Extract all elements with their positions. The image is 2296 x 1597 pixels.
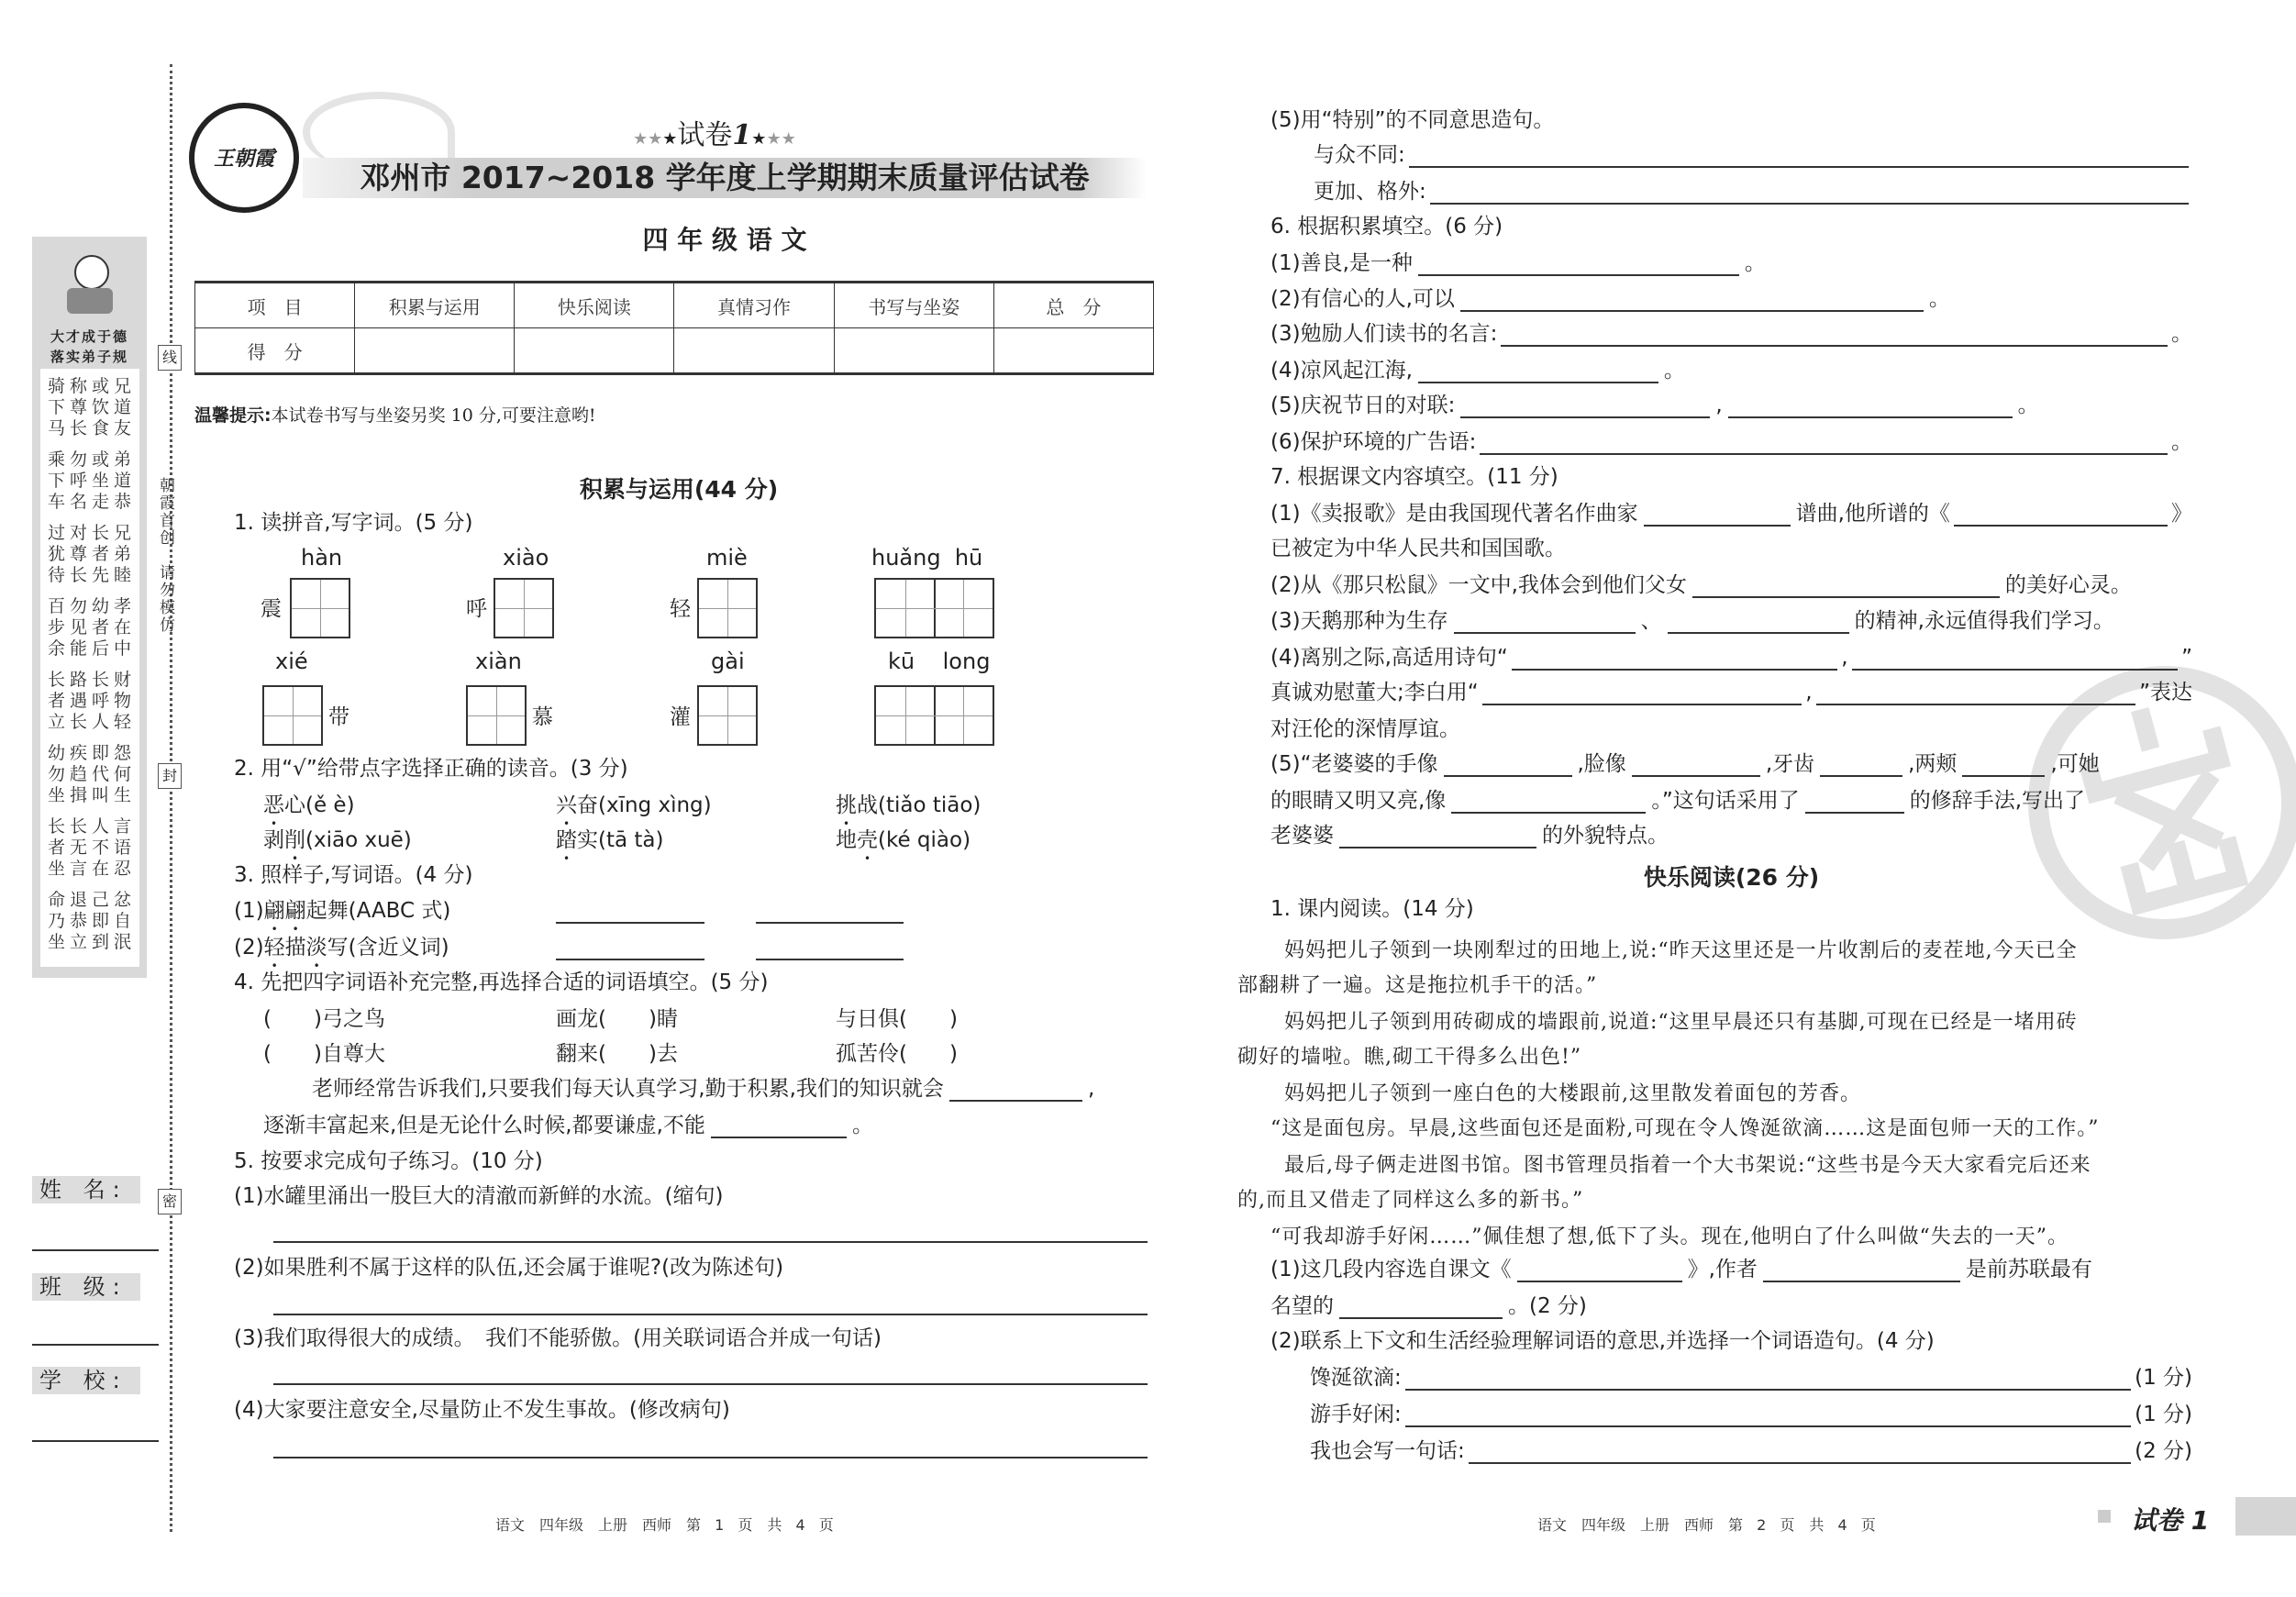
score-table-row [195, 328, 1154, 374]
passage-line: 妈妈把儿子领到一座白色的大楼跟前,这里散发着面包的芳香。 [1284, 1082, 1861, 1105]
idiom-item: 孤苦伶( ) [836, 1042, 958, 1066]
verse-row: 骑称或兄 [48, 376, 137, 396]
idiom-item: ( )自尊大 [263, 1042, 385, 1066]
exam-subtitle: 四 年 级 语 文 [642, 225, 807, 255]
score-cell[interactable] [993, 328, 1153, 374]
punct: 。 [2171, 322, 2192, 346]
question-prompt: 2. 用“√”给带点字选择正确的读音。(3 分) [234, 757, 628, 781]
fill-row [1270, 429, 2192, 455]
verse-row: 百勿幼孝 [48, 596, 137, 616]
tab-decoration-icon [2098, 1510, 2111, 1523]
score-cell[interactable] [674, 328, 834, 374]
class-label: 班 级: [32, 1273, 140, 1301]
answer-blank[interactable] [1728, 396, 2013, 418]
pinyin: huǎng hū [871, 545, 983, 571]
row-label: (6)保护环境的广告语: [1270, 430, 1477, 454]
dotted-char: 削 [284, 828, 305, 852]
sidebar-panel [32, 237, 147, 978]
row-label: (2)有信心的人,可以 [1270, 287, 1455, 311]
item-number: (2) [234, 936, 264, 959]
answer-blank[interactable] [1668, 612, 1849, 634]
choice-text: 实(tā tà) [577, 828, 664, 852]
choice-text: (ké qiào) [878, 828, 971, 852]
table-cell: 积累与运用 [355, 283, 515, 328]
passage-line: 妈妈把儿子领到用砖砌成的墙跟前,说道:“这里早晨还只有基脚,可现在已经是一堵用砖 [1284, 1011, 2078, 1034]
choice-text: 剥 [263, 828, 284, 852]
row-text: 》 [2171, 502, 2192, 526]
answer-blank[interactable] [556, 959, 704, 960]
answer-blank[interactable] [1644, 505, 1791, 527]
fill-row [1270, 680, 2192, 705]
answer-line[interactable] [273, 1314, 1148, 1315]
verse-group [48, 376, 139, 439]
choice-item [556, 793, 712, 830]
row-text: (2)从《那只松鼠》一文中,我体会到他们父女 [1270, 573, 1687, 597]
row-text: 真诚劝慰董大;李白用“ [1270, 681, 1479, 704]
answer-blank[interactable] [756, 959, 904, 960]
star-icon: ★ [751, 129, 767, 149]
sub-item: (2)联系上下文和生活经验理解词语的意思,并选择一个词语造句。(4 分) [1270, 1329, 1935, 1353]
name-label: 姓 名: [32, 1176, 140, 1203]
verse-row: 者无不语 [48, 837, 137, 858]
sub-item: (5)用“特别”的不同意思造句。 [1270, 108, 1555, 132]
answer-blank[interactable] [949, 1080, 1082, 1102]
answer-blank[interactable] [1482, 683, 1802, 705]
pinyin: gài [711, 649, 745, 674]
answer-blank[interactable] [1460, 290, 1924, 312]
answer-blank[interactable] [1962, 755, 2045, 777]
fill-row [1270, 788, 2085, 814]
answer-blank[interactable] [1339, 826, 1536, 848]
verse-row: 步见者在 [48, 617, 137, 638]
row-label: 更加、格外: [1314, 180, 1426, 204]
answer-blank[interactable] [711, 1116, 847, 1138]
row-text: ,牙齿 [1765, 752, 1815, 776]
answer-blank[interactable] [1460, 396, 1710, 418]
dotted-char: 挑 [836, 793, 857, 817]
answer-blank[interactable] [1418, 254, 1739, 276]
row-text: 的精神,永远值得我们学习。 [1854, 609, 2114, 633]
answer-blank[interactable] [1469, 1442, 2131, 1464]
choice-text: 地 [836, 828, 857, 852]
fill-row [1270, 250, 1766, 276]
answer-blank[interactable] [1954, 505, 2168, 527]
answer-blank[interactable] [1512, 649, 1837, 671]
page-footer: 语文 四年级 上册 西师 第 2 页 共 4 页 [1537, 1516, 1876, 1534]
answer-line[interactable] [273, 1241, 1148, 1243]
verse-row: 幼疾即怨 [48, 743, 137, 763]
series-label: 试卷 [677, 119, 733, 151]
question-prompt: 7. 根据课文内容填空。(11 分) [1270, 465, 1558, 489]
score-note: (2 分) [2135, 1439, 2192, 1463]
item-text: 起舞(AABC 式) [305, 899, 451, 923]
verse-row: 下呼坐道 [48, 471, 137, 491]
pinyin: miè [706, 545, 748, 571]
row-text: (1)《卖报歌》是由我国现代著名作曲家 [1270, 502, 1638, 526]
fill-row [1270, 608, 2114, 634]
punct: 。 [2017, 394, 2039, 417]
idiom-item: ( )弓之鸟 [263, 1007, 385, 1031]
score-cell[interactable] [355, 328, 515, 374]
sentence-text: , [1087, 1077, 1095, 1101]
dotted-char: 轻 [263, 936, 285, 959]
sentence-text: 老师经常告诉我们,只要我们每天认真学习,勤于积累,我们的知识就会 [312, 1077, 944, 1101]
answer-blank[interactable] [1405, 1369, 2131, 1391]
pinyin: hàn [301, 545, 343, 571]
given-char: 带 [328, 705, 349, 729]
dotted-char: 兴 [556, 793, 577, 817]
verse-group [48, 890, 139, 953]
row-label: (5)庆祝节日的对联: [1270, 394, 1456, 417]
exam-title: 邓州市 2017~2018 学年度上学期期末质量评估试卷 [360, 160, 1090, 195]
passage-line: 部翻耕了一遍。这是拖拉机手干的活。” [1237, 974, 1598, 997]
fill-sentence [312, 1076, 1094, 1102]
answer-blank[interactable] [1852, 649, 2178, 671]
given-char: 震 [261, 597, 282, 621]
passage-line: “可我却游手好闲……”佩佳想了想,低下了头。现在,他明白了什么叫做“失去的一天”。 [1270, 1225, 2069, 1248]
row-text: , [1805, 681, 1813, 704]
item-text: (含近义词) [348, 936, 449, 959]
fill-row [1314, 179, 2192, 205]
verse-row: 下尊饮道 [48, 397, 137, 417]
verse-row: 坐揖叫生 [48, 785, 137, 805]
verse-group [48, 523, 139, 586]
idiom-item: 画龙( )睛 [556, 1007, 678, 1031]
given-char: 轻 [670, 597, 691, 621]
verse-group [48, 816, 139, 880]
row-label: 游手好闲: [1310, 1403, 1402, 1426]
punct: 。 [2171, 430, 2192, 454]
fill-row [1310, 1438, 2192, 1464]
choice-item [263, 827, 412, 865]
verse-row: 长长人言 [48, 816, 137, 837]
copyright-notice: 朝霞首创 请勿模仿 [156, 477, 174, 634]
choice-text: 奋(xīng xìng) [577, 793, 712, 817]
paper-tab [2094, 1497, 2296, 1536]
table-cell: 总 分 [993, 283, 1153, 328]
verse-row: 待长先睦 [48, 565, 137, 585]
row-text: 。(2 分) [1508, 1294, 1587, 1318]
choice-item [263, 793, 355, 830]
school-label: 学 校: [32, 1367, 140, 1394]
row-text: 》,作者 [1687, 1258, 1758, 1281]
star-icon: ★★ [766, 129, 796, 149]
verse-row: 车名走恭 [48, 492, 137, 512]
passage-line: 最后,母子俩走进图书馆。图书管理员指着一个大书架说:“这些书是今天大家看完后还来 [1284, 1154, 2091, 1177]
verse-box [40, 369, 139, 967]
writing-box[interactable] [697, 685, 758, 746]
score-cell[interactable] [515, 328, 674, 374]
fill-row [1270, 286, 1950, 312]
punct: 。 [1928, 287, 1950, 311]
verse-row: 坐立到泯 [48, 932, 137, 952]
verse-row: 余能后中 [48, 638, 137, 659]
pinyin: xiào [503, 545, 549, 571]
score-table [194, 281, 1154, 375]
given-char: 灌 [670, 705, 691, 729]
verse-row: 立长人轻 [48, 712, 137, 732]
row-text: , [1841, 646, 1848, 670]
question-prompt: 3. 照样子,写词语。(4 分) [234, 863, 473, 887]
writing-box[interactable] [262, 685, 323, 746]
choice-text: (xiāo xuē) [305, 828, 412, 852]
fill-row [1270, 1257, 2092, 1282]
verse-row: 者遇呼物 [48, 691, 137, 711]
verse-row: 乘勿或弟 [48, 449, 137, 470]
question-prompt: 6. 根据积累填空。(6 分) [1270, 215, 1503, 238]
row-text: (4)离别之际,高适用诗句“ [1270, 646, 1508, 670]
fill-row [1270, 501, 2192, 527]
row-text: (3)天鹅那种为生存 [1270, 609, 1448, 633]
choice-text: 心(ě è) [284, 793, 355, 817]
table-cell: 真情习作 [674, 283, 834, 328]
page-footer: 语文 四年级 上册 西师 第 1 页 共 4 页 [495, 1516, 834, 1534]
paper-series [633, 112, 796, 152]
fill-row [1310, 1402, 2192, 1427]
motto-line: 大才成于德 [50, 328, 128, 345]
writing-box[interactable] [290, 578, 350, 638]
star-icon: ★★ [633, 129, 663, 149]
fill-row [1314, 142, 2192, 168]
verse-row: 马长食友 [48, 418, 137, 438]
star-icon: ★ [662, 129, 678, 149]
verse-row: 长路长财 [48, 670, 137, 690]
section-title: 积累与运用(44 分) [579, 476, 779, 503]
dotted-char: 翩翩 [263, 899, 306, 923]
row-label: 我也会写一句话: [1310, 1439, 1465, 1463]
answer-blank[interactable] [1820, 755, 1902, 777]
row-text: (5)“老婆婆的手像 [1270, 752, 1438, 776]
school-field[interactable] [32, 1440, 159, 1442]
tip [194, 402, 596, 427]
pinyin: xiàn [475, 649, 522, 674]
answer-blank[interactable] [1454, 612, 1636, 634]
answer-blank[interactable] [1451, 792, 1646, 814]
row-text: 名望的 [1270, 1294, 1334, 1318]
row-label: (1)善良,是一种 [1270, 251, 1413, 275]
class-field[interactable] [32, 1344, 159, 1346]
idiom-item: 与日俱( ) [836, 1007, 958, 1031]
row-text: ,两颊 [1908, 752, 1958, 776]
fold-mark-feng: 封 [158, 763, 182, 789]
idiom-item: 翻来( )去 [556, 1042, 678, 1066]
score-table-header [195, 283, 1154, 328]
fill-row [1270, 393, 2039, 418]
fold-mark-mi: 密 [158, 1189, 182, 1214]
tip-label: 温馨提示: [194, 405, 272, 426]
answer-line[interactable] [273, 1383, 1148, 1385]
sub-item [234, 898, 450, 936]
answer-blank[interactable] [1805, 792, 1904, 814]
score-cell[interactable] [834, 328, 993, 374]
sub-item: (4)大家要注意安全,尽量防止不发生事故。(修改病句) [234, 1398, 730, 1422]
name-field[interactable] [32, 1249, 159, 1251]
verse-row: 勿趋代何 [48, 764, 137, 784]
answer-blank[interactable] [1430, 183, 2189, 205]
answer-blank[interactable] [1405, 1405, 2131, 1427]
motto-line: 落实弟子规 [50, 349, 128, 365]
sentence-text: 逐渐丰富起来,但是无论什么时候,都要谦虚,不能 [263, 1114, 705, 1137]
fold-line [170, 64, 172, 1532]
row-text: 老婆婆 [1270, 824, 1334, 848]
pinyin: kū long [888, 649, 991, 674]
question-prompt: 1. 读拼音,写字词。(5 分) [234, 511, 473, 535]
writing-box[interactable] [697, 578, 758, 638]
item-text: 描 [284, 936, 306, 959]
question-prompt: 1. 课内阅读。(14 分) [1270, 897, 1474, 921]
answer-blank[interactable] [1692, 576, 2000, 598]
given-char: 呼 [466, 597, 487, 621]
verse-group [48, 449, 139, 513]
fill-row [1270, 321, 2192, 347]
tip-text: 本试卷书写与坐姿另奖 10 分,可要注意哟! [271, 405, 596, 426]
answer-blank[interactable] [756, 922, 904, 924]
dotted-char: 淡 [305, 936, 327, 959]
passage-line: “这是面包房。早晨,这些面包还是面粉,可现在令人馋涎欲滴……这是面包师一天的工作。” [1270, 1117, 2100, 1140]
row-text: ” [2181, 646, 2193, 670]
section-title: 快乐阅读(26 分) [1643, 864, 1820, 891]
row-text: 谱曲,他所谱的《 [1795, 502, 1950, 526]
choice-item [836, 793, 981, 830]
row-text: 的美好心灵。 [2004, 573, 2132, 597]
writing-box[interactable] [466, 685, 527, 746]
tab-label: 试卷 1 [2131, 1505, 2210, 1536]
row-text: 的外貌特点。 [1542, 824, 1669, 848]
answer-blank[interactable] [1816, 683, 2136, 705]
answer-blank[interactable] [1444, 755, 1572, 777]
fill-row [1270, 645, 2192, 671]
sentence-text: 。 [851, 1114, 873, 1137]
question-prompt: 5. 按要求完成句子练习。(10 分) [234, 1149, 543, 1173]
row-text: 已被定为中华人民共和国国歌。 [1270, 537, 1566, 560]
brand-logo [189, 103, 299, 213]
row-text: 对汪伦的深情厚谊。 [1270, 717, 1460, 741]
series-number: 1 [732, 119, 752, 151]
verse-row: 过对长兄 [48, 523, 137, 543]
sub-item: (2)如果胜利不属于这样的队伍,还会属于谁呢?(改为陈述句) [234, 1256, 784, 1280]
answer-line[interactable] [273, 1457, 1148, 1458]
fill-row [1310, 1365, 2192, 1391]
answer-blank[interactable] [1418, 361, 1658, 383]
answer-blank[interactable] [1763, 1260, 1960, 1282]
answer-blank[interactable] [1517, 1260, 1682, 1282]
row-label: (3)勉励人们读书的名言: [1270, 322, 1498, 346]
row-text: ,可她 [2050, 752, 2100, 776]
row-label: 与众不同: [1314, 143, 1405, 167]
row-text: 的修辞手法,写出了 [1909, 789, 2086, 813]
verse-row: 坐言在忍 [48, 859, 137, 879]
verse-row: 乃恭即自 [48, 911, 137, 931]
punct: , [1715, 394, 1723, 417]
punct: 。 [1744, 251, 1766, 275]
logo-text: 王朝霞 [213, 148, 274, 171]
fill-row [1270, 823, 1669, 848]
answer-blank[interactable] [556, 922, 704, 924]
table-cell: 得 分 [195, 328, 355, 374]
sub-item [234, 935, 449, 972]
verse-group [48, 743, 139, 806]
answer-blank[interactable] [1409, 146, 2189, 168]
table-cell: 书写与坐姿 [834, 283, 993, 328]
writing-box-double[interactable] [874, 578, 994, 638]
row-label: 馋涎欲滴: [1310, 1366, 1402, 1390]
writing-box[interactable] [494, 578, 554, 638]
sub-item: (1)水罐里涌出一股巨大的清澈而新鲜的水流。(缩句) [234, 1184, 724, 1208]
row-text: 是前苏联最有 [1965, 1258, 2092, 1281]
dotted-char: 壳 [857, 828, 878, 852]
row-text: ”表达 [2139, 681, 2192, 704]
passage-line: 砌好的墙啦。瞧,砌工干得多么出色!” [1237, 1046, 1582, 1069]
row-text: 。”这句话采用了 [1651, 789, 1800, 813]
answer-blank[interactable] [1480, 433, 2168, 455]
writing-box-double[interactable] [874, 685, 994, 746]
row-text: ,脸像 [1577, 752, 1626, 776]
row-text: (1)这几段内容选自课文《 [1270, 1258, 1512, 1281]
choice-item [556, 827, 663, 865]
item-number: (1) [234, 899, 264, 923]
verse-row: 命退己忿 [48, 890, 137, 910]
sub-item: (3)我们取得很大的成绩。 我们不能骄傲。(用关联词语合并成一句话) [234, 1326, 882, 1350]
fill-row [1270, 1293, 1587, 1319]
answer-blank[interactable] [1501, 325, 2168, 347]
question-prompt: 4. 先把四字词语补充完整,再选择合适的词语填空。(5 分) [234, 970, 769, 994]
fill-row [1270, 751, 2100, 777]
score-note: (1 分) [2135, 1403, 2192, 1426]
passage-line: 的,而且又借走了同样这么多的新书。” [1237, 1189, 1584, 1212]
fill-row [1270, 572, 2132, 598]
punct: 。 [1663, 359, 1685, 383]
table-cell: 快乐阅读 [515, 283, 674, 328]
fill-row [1270, 358, 1685, 383]
answer-blank[interactable] [1632, 755, 1760, 777]
row-text: 的眼睛又明又亮,像 [1270, 789, 1447, 813]
dotted-char: 踏 [556, 828, 577, 852]
verse-row: 犹尊者弟 [48, 544, 137, 564]
row-label: (4)凉风起江海, [1270, 359, 1413, 383]
table-cell: 项 目 [195, 283, 355, 328]
choice-item [836, 827, 971, 865]
student-cartoon-icon [67, 255, 113, 319]
fill-sentence [263, 1113, 873, 1138]
given-char: 慕 [532, 705, 553, 729]
dotted-char: 恶 [263, 793, 284, 817]
verse-group [48, 596, 139, 660]
pinyin: xié [275, 649, 308, 674]
answer-blank[interactable] [1339, 1297, 1503, 1319]
choice-text: 战(tiǎo tiāo) [857, 793, 982, 817]
fold-mark-xian: 线 [158, 345, 182, 371]
item-text: 写 [327, 936, 349, 959]
row-text: 、 [1640, 609, 1662, 633]
verse-group [48, 670, 139, 733]
passage-line: 妈妈把儿子领到一块刚犁过的田地上,说:“昨天这里还是一片收割后的麦茬地,今天已全 [1284, 939, 2078, 962]
score-note: (1 分) [2135, 1366, 2192, 1390]
